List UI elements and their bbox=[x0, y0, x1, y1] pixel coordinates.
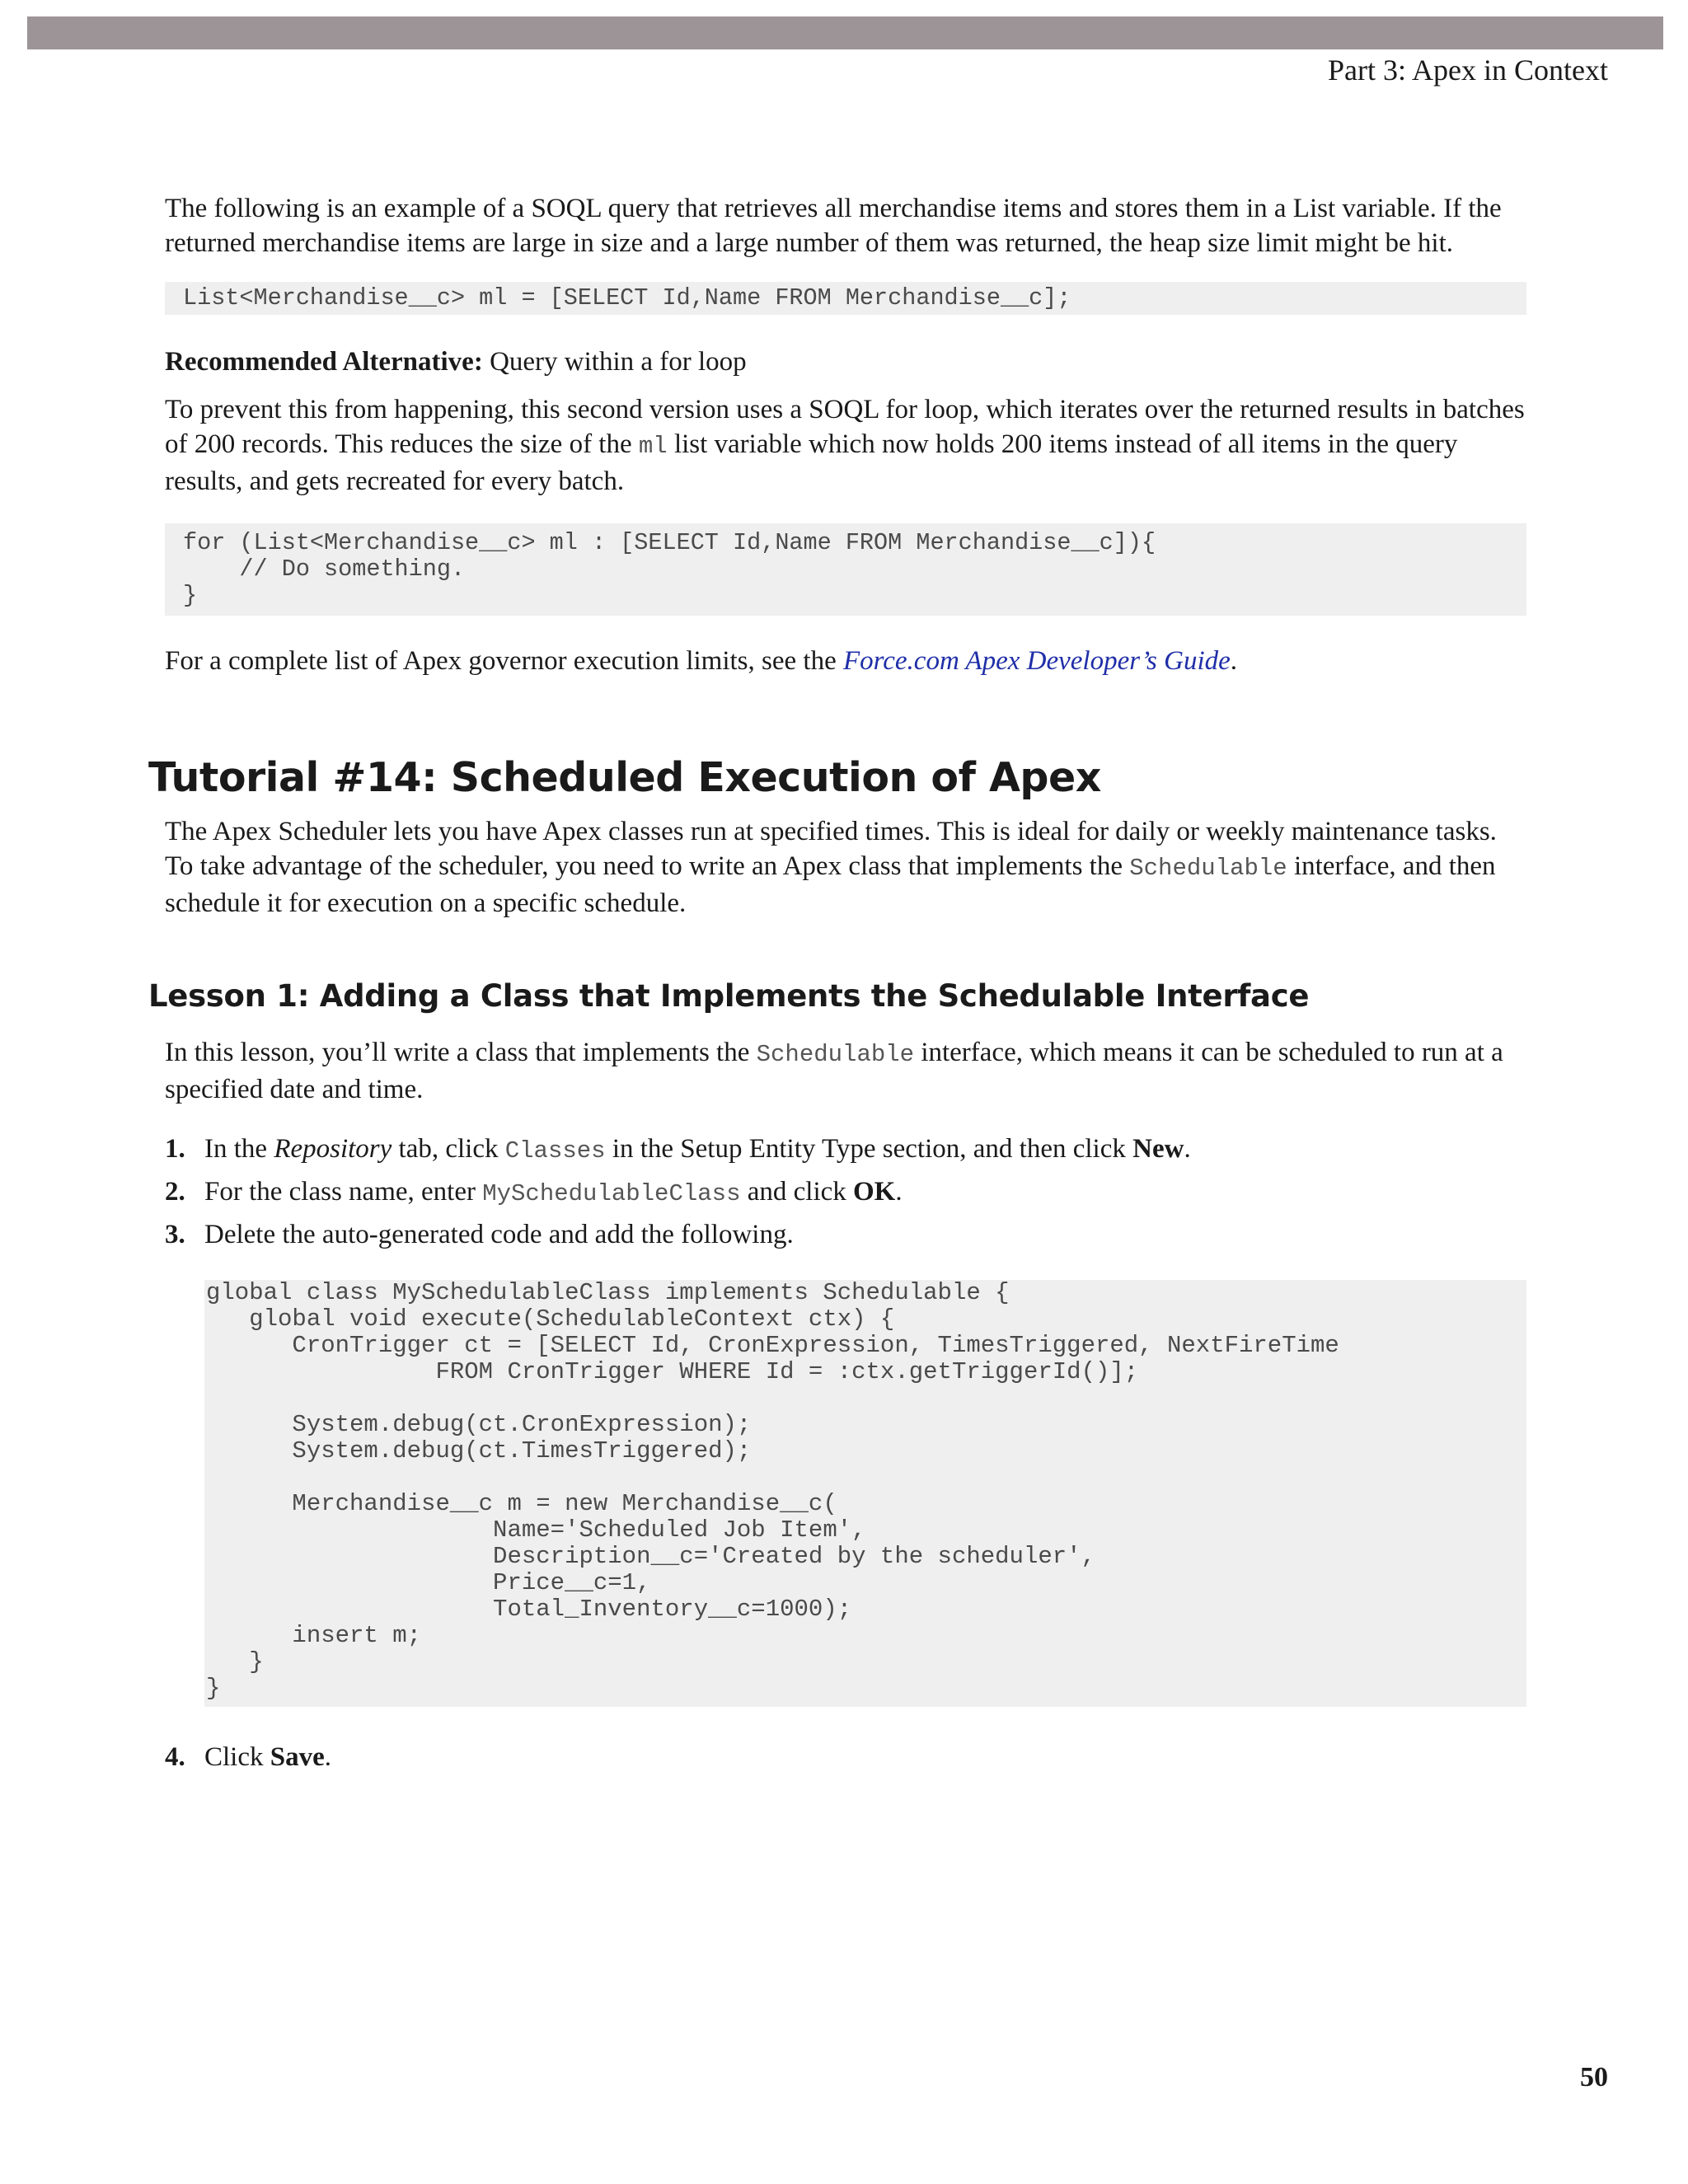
step-2-text-b: and click bbox=[740, 1177, 854, 1207]
step-text: Delete the auto-generated code and add the following. bbox=[204, 1220, 794, 1249]
limits-text-2: . bbox=[1230, 646, 1238, 676]
tutorial-paragraph bbox=[165, 814, 1526, 921]
step-4-text-a: Click bbox=[204, 1742, 270, 1772]
page-content bbox=[148, 191, 1526, 1780]
prevent-paragraph bbox=[165, 392, 1526, 499]
step-2 bbox=[165, 1174, 1526, 1212]
step-number: 1. bbox=[165, 1134, 185, 1164]
page-number: 50 bbox=[1580, 2062, 1608, 2093]
step-4-text-b: . bbox=[324, 1742, 331, 1772]
intro-paragraph: The following is an example of a SOQL query that retrieves all merchandise items and stores them in a List variable. If the returned merchandise items are large in size and a large number of them was returned, the heap size limit might be hit. bbox=[165, 194, 1502, 258]
prevent-text-2: list variable which now holds 200 items instead of all items in the query results, and gets recreated for every batch. bbox=[165, 429, 1458, 496]
step-3 bbox=[165, 1217, 1526, 1252]
inline-code-ml: ml bbox=[638, 433, 668, 460]
lesson-text-2: interface, which means it can be scheduled to run at a specified date and time. bbox=[165, 1038, 1503, 1104]
new-label: New bbox=[1132, 1134, 1184, 1164]
save-label: Save bbox=[270, 1742, 325, 1772]
step-1-text-a: In the bbox=[204, 1134, 274, 1164]
tutorial-heading: Tutorial #14: Scheduled Execution of Apex bbox=[148, 754, 1101, 801]
lesson-heading: Lesson 1: Adding a Class that Implements the Schedulable Interface bbox=[148, 978, 1310, 1014]
ok-label: OK bbox=[853, 1177, 896, 1207]
inline-code-schedulable-2: Schedulable bbox=[756, 1041, 915, 1068]
step-2-text-c: . bbox=[895, 1177, 903, 1207]
running-title: Part 3: Apex in Context bbox=[1328, 54, 1608, 87]
lesson-text-1: In this lesson, you’ll write a class that implements the bbox=[165, 1038, 757, 1067]
step-2-text-a: For the class name, enter bbox=[204, 1177, 483, 1207]
tutorial-text-2: interface, and then schedule it for execution on a specific schedule. bbox=[165, 851, 1496, 918]
step-text bbox=[204, 1132, 1191, 1169]
apex-developer-guide-link[interactable]: Force.com Apex Developer’s Guide bbox=[842, 646, 1231, 676]
classes-code: Classes bbox=[504, 1137, 606, 1165]
step-4 bbox=[165, 1740, 1526, 1774]
repository-tab-name: Repository bbox=[274, 1134, 392, 1164]
recommended-alternative bbox=[165, 344, 1526, 379]
limits-paragraph bbox=[165, 644, 1526, 678]
step-1-text-d: . bbox=[1184, 1134, 1191, 1164]
recommended-text: Query within a for loop bbox=[482, 347, 747, 377]
code-block-schedulable-class: global class MySchedulableClass implements Schedulable { global void execute(SchedulableContext ctx) { CronTrigger ct = [SELECT Id, CronExpression, TimesTriggered, NextFireTime FROM CronTrigger WHERE Id = :ctx.getTriggerId()]; System.debug(ct.CronExpression); System.debug(ct.TimesTriggered); Merchandise__c m = new Merchandise__c( Name='Scheduled Job Item', Description__c='Created by the scheduler', Price__c=1, Total_Inventory__c=1000); insert m; } } bbox=[204, 1280, 1526, 1707]
lesson-paragraph bbox=[165, 1035, 1526, 1107]
code-block-for-loop: for (List<Merchandise__c> ml : [SELECT Id,Name FROM Merchandise__c]){ // Do something. } bbox=[165, 523, 1526, 616]
code-block-list-query: List<Merchandise__c> ml = [SELECT Id,Name FROM Merchandise__c]; bbox=[165, 282, 1526, 315]
limits-text-1: For a complete list of Apex governor execution limits, see the bbox=[165, 646, 843, 676]
step-number: 4. bbox=[165, 1742, 185, 1772]
inline-code-schedulable: Schedulable bbox=[1129, 855, 1287, 882]
recommended-label: Recommended Alternative: bbox=[165, 347, 483, 377]
steps-list-continued bbox=[165, 1740, 1526, 1774]
tutorial-text-1: The Apex Scheduler lets you have Apex classes run at specified times. This is ideal for daily or weekly maintenance tasks. To take advantage of the scheduler, you need to write an Apex class that implements the bbox=[165, 817, 1497, 881]
step-1-text-b: tab, click bbox=[392, 1134, 505, 1164]
step-text bbox=[204, 1740, 331, 1774]
step-text bbox=[204, 1174, 903, 1212]
header-bar bbox=[27, 16, 1663, 49]
step-number: 2. bbox=[165, 1177, 185, 1207]
class-name-code: MySchedulableClass bbox=[482, 1180, 741, 1207]
steps-list bbox=[165, 1132, 1526, 1252]
step-number: 3. bbox=[165, 1220, 185, 1249]
prevent-text-1: To prevent this from happening, this second version uses a SOQL for loop, which iterates over the returned results in batches of 200 records. This reduces the size of the bbox=[165, 395, 1525, 459]
step-1-text-c: in the Setup Entity Type section, and then click bbox=[605, 1134, 1133, 1164]
step-1 bbox=[165, 1132, 1526, 1169]
